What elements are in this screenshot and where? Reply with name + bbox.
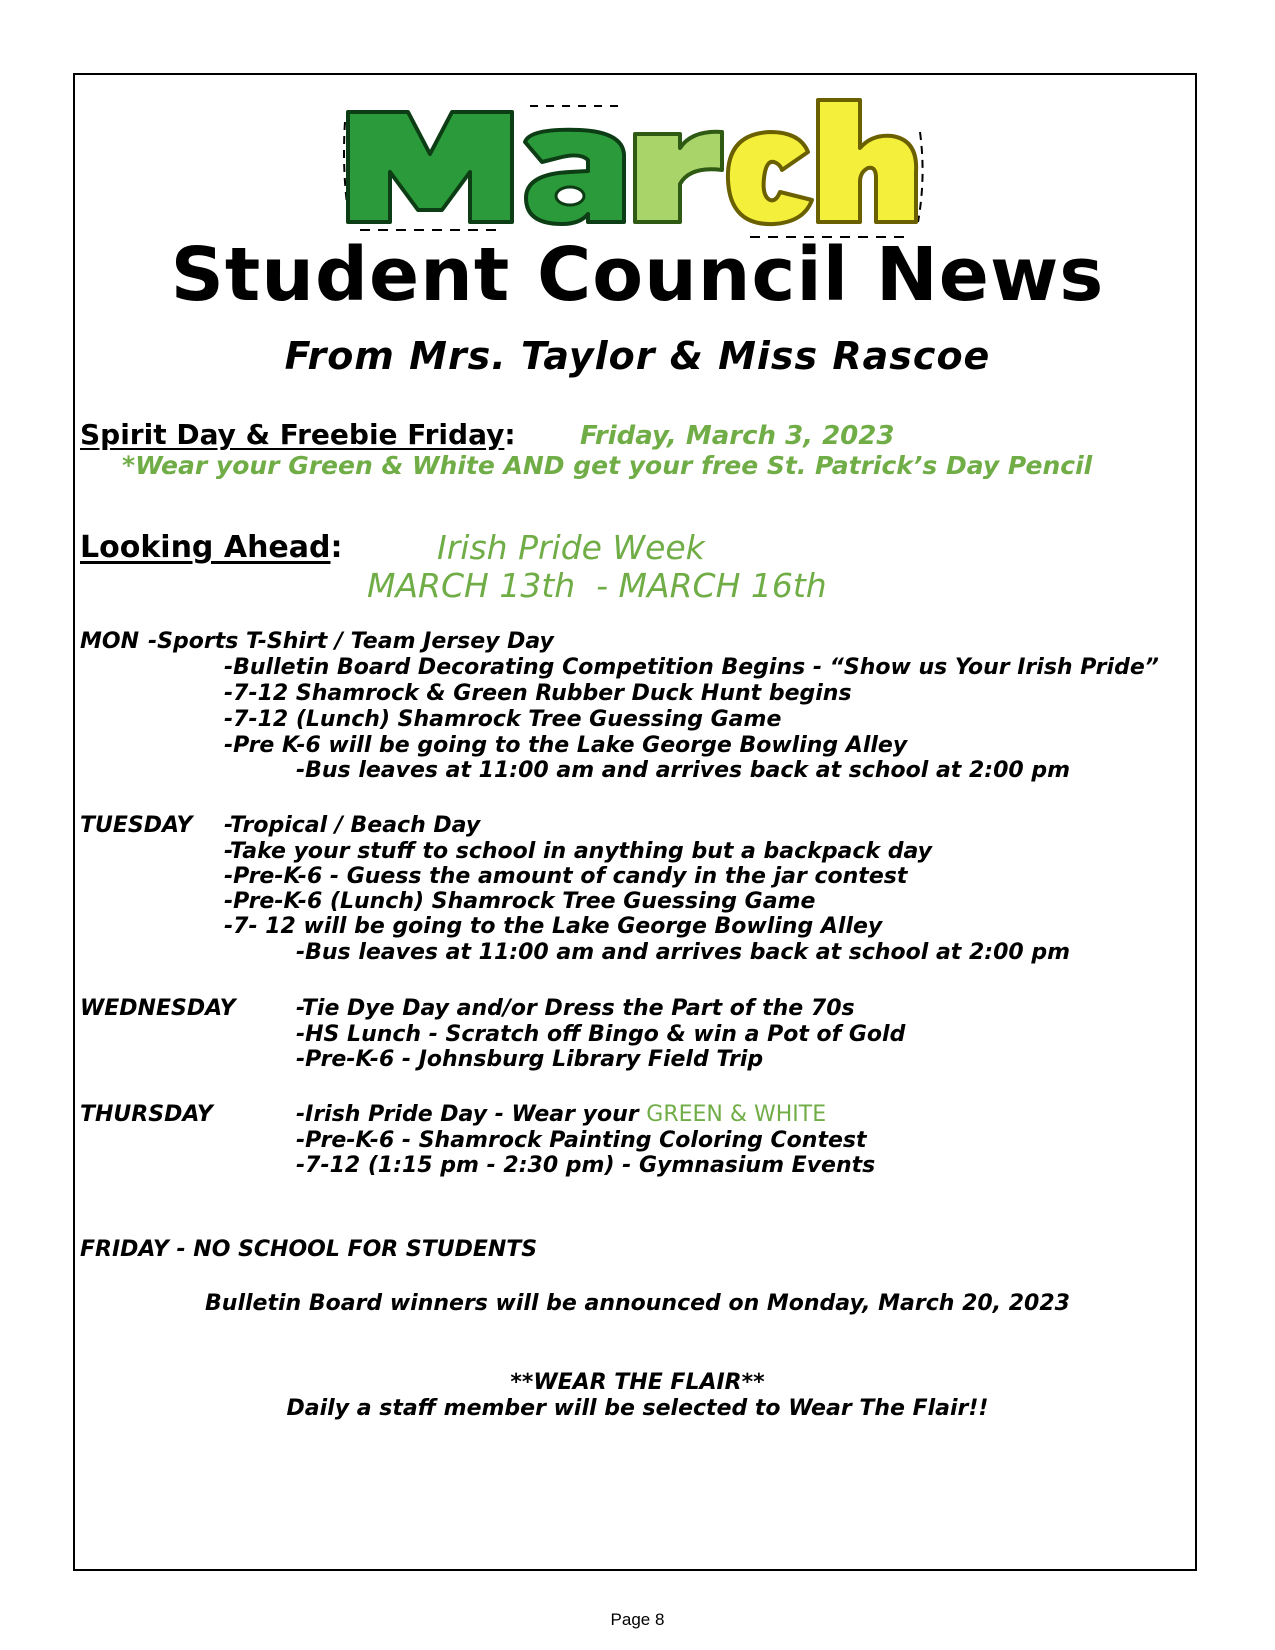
- wear-the-flair-title: **WEAR THE FLAIR**: [510, 1370, 765, 1395]
- tuesday-item: -7- 12 will be going to the Lake George Bowling Alley: [224, 914, 883, 939]
- wednesday-item: -Tie Dye Day and/or Dress the Part of the 70s: [296, 996, 855, 1021]
- tuesday-item: -Take your stuff to school in anything but a backpack day: [224, 839, 932, 864]
- bulletin-board-note: Bulletin Board winners will be announced on Monday, March 20, 2023: [205, 1291, 1070, 1316]
- wednesday-item: -Pre-K-6 - Johnsburg Library Field Trip: [296, 1047, 764, 1072]
- spirit-day-label: Spirit Day & Freebie Friday: [80, 418, 505, 451]
- monday-item: -Bulletin Board Decorating Competition Begins - “Show us Your Irish Pride”: [224, 655, 1159, 680]
- thursday-item: -Pre-K-6 - Shamrock Painting Coloring Contest: [296, 1128, 867, 1153]
- tuesday-item: -Bus leaves at 11:00 am and arrives back at school at 2:00 pm: [296, 940, 1071, 965]
- thursday-item-text: -Irish Pride Day - Wear your: [296, 1102, 647, 1127]
- newsletter-subtitle: From Mrs. Taylor & Miss Rascoe: [284, 334, 991, 378]
- wednesday-label: WEDNESDAY: [80, 996, 236, 1021]
- march-logo: [330, 92, 935, 242]
- irish-pride-week-title: Irish Pride Week: [437, 528, 705, 567]
- wednesday-item: -HS Lunch - Scratch off Bingo & win a Pot of Gold: [296, 1022, 906, 1047]
- wear-the-flair-text: Daily a staff member will be selected to Wear The Flair!!: [286, 1396, 989, 1421]
- tuesday-label: TUESDAY: [80, 813, 193, 838]
- thursday-item: -7-12 (1:15 pm - 2:30 pm) - Gymnasium Events: [296, 1153, 876, 1178]
- thursday-label: THURSDAY: [80, 1102, 213, 1127]
- spirit-day-note: *Wear your Green & White AND get your free St. Patrick’s Day Pencil: [122, 451, 1093, 480]
- thursday-item: [296, 1101, 826, 1128]
- spirit-day-heading: [80, 418, 516, 451]
- looking-ahead-label: Looking Ahead: [80, 530, 331, 565]
- green-white-highlight: GREEN & WHITE: [646, 1102, 827, 1127]
- newsletter-title: Student Council News: [170, 232, 1105, 318]
- irish-pride-week-dates: MARCH 13th - MARCH 16th: [367, 566, 827, 605]
- monday-label: MON: [80, 629, 140, 654]
- monday-item: -Pre K-6 will be going to the Lake George Bowling Alley: [224, 733, 908, 758]
- monday-item: -7-12 Shamrock & Green Rubber Duck Hunt begins: [224, 681, 852, 706]
- monday-item: -Sports T-Shirt / Team Jersey Day: [148, 629, 554, 654]
- monday-item: -Bus leaves at 11:00 am and arrives back at school at 2:00 pm: [296, 758, 1071, 783]
- tuesday-item: -Pre-K-6 (Lunch) Shamrock Tree Guessing Game: [224, 889, 816, 914]
- tuesday-item: -Pre-K-6 - Guess the amount of candy in the jar contest: [224, 864, 908, 889]
- looking-ahead-heading: [80, 530, 343, 565]
- monday-item: -7-12 (Lunch) Shamrock Tree Guessing Game: [224, 707, 782, 732]
- spirit-day-date: Friday, March 3, 2023: [580, 421, 895, 451]
- friday-note: FRIDAY - NO SCHOOL FOR STUDENTS: [80, 1237, 538, 1262]
- looking-ahead-colon: :: [330, 530, 343, 565]
- tuesday-item: -Tropical / Beach Day: [224, 813, 481, 838]
- page-number: Page 8: [610, 1610, 665, 1629]
- spirit-day-colon: :: [504, 418, 516, 451]
